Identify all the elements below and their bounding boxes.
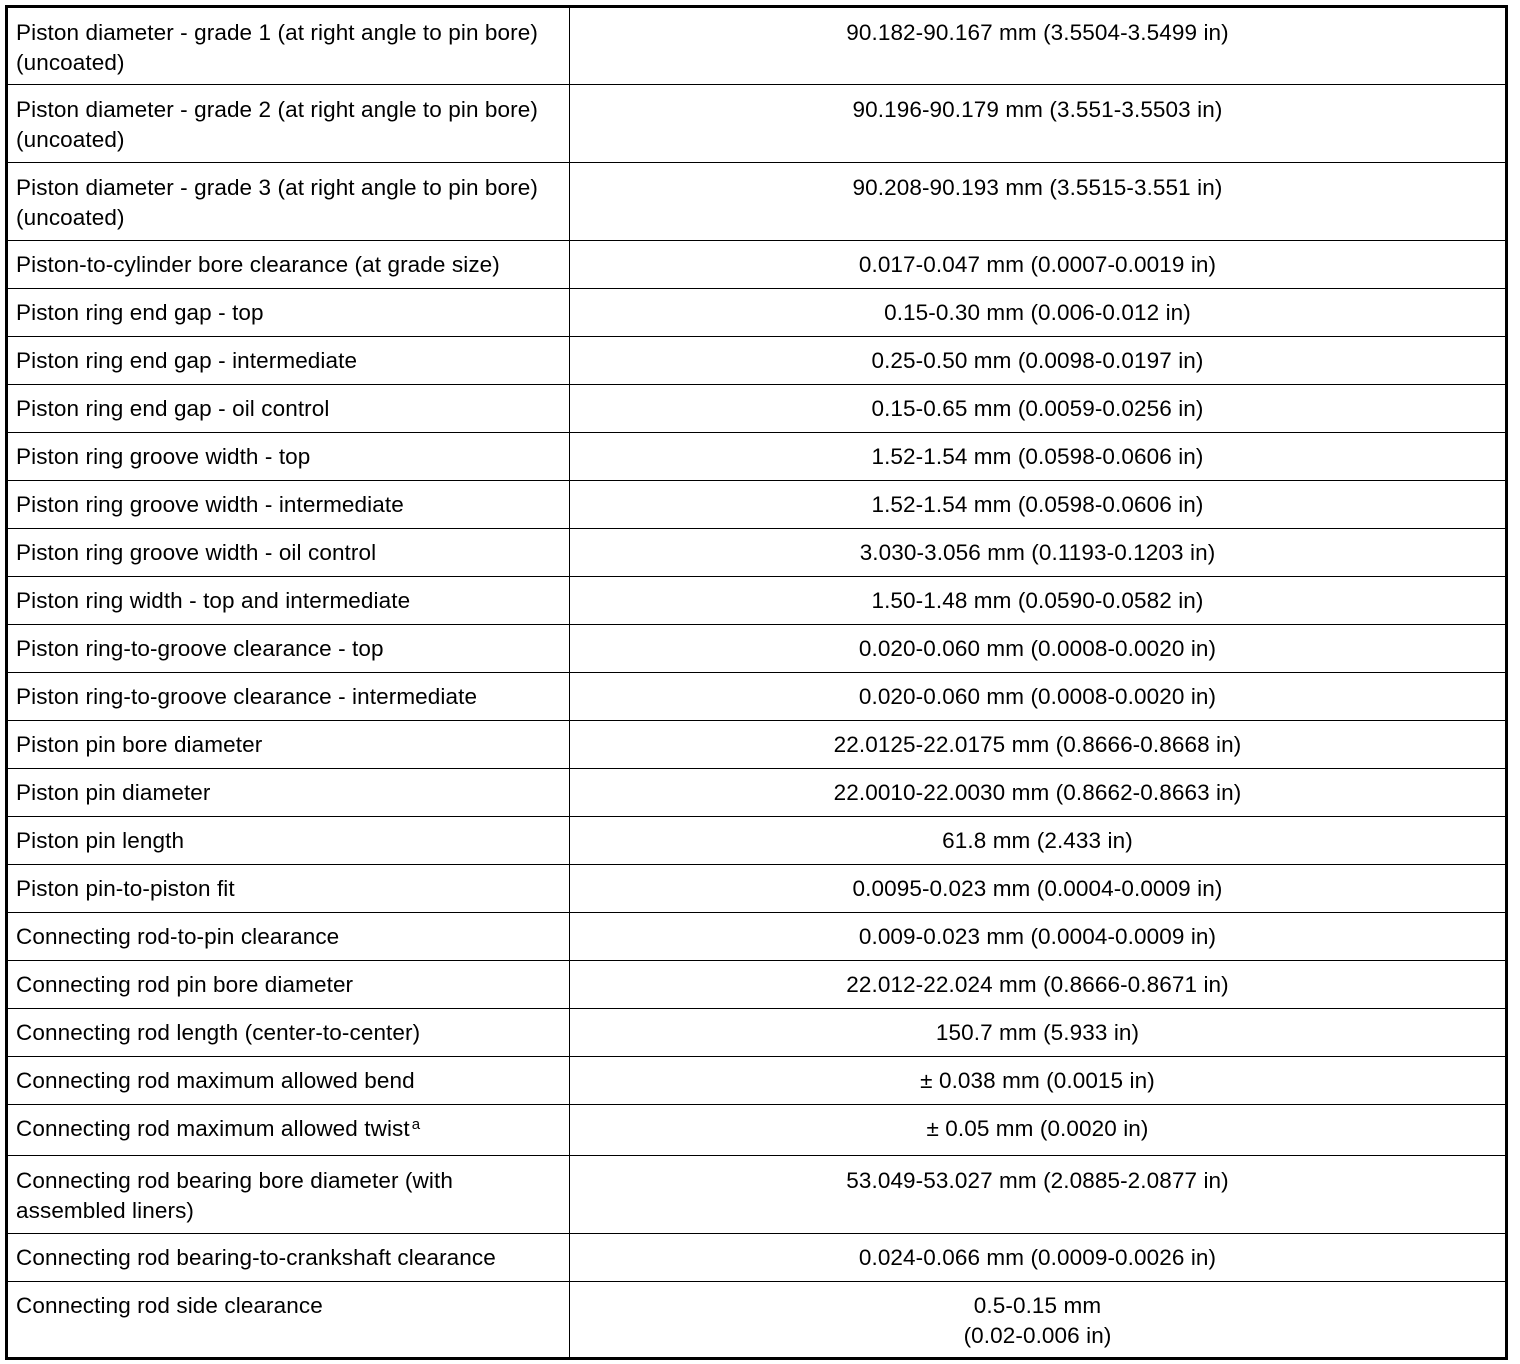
spec-value: 1.50-1.48 mm (0.0590-0.0582 in) [570,577,1507,625]
spec-label: Connecting rod maximum allowed bend [7,1057,570,1105]
spec-value: 150.7 mm (5.933 in) [570,1009,1507,1057]
table-row [7,577,1507,625]
table-row [7,721,1507,769]
table-row [7,865,1507,913]
table-row [7,385,1507,433]
spec-label: Connecting rod pin bore diameter [7,961,570,1009]
spec-label: Connecting rod-to-pin clearance [7,913,570,961]
spec-value: ± 0.038 mm (0.0015 in) [570,1057,1507,1105]
spec-value-line-2: (0.02-0.006 in) [963,1323,1112,1348]
table-row [7,913,1507,961]
table-row [7,1234,1507,1282]
spec-label: Piston ring groove width - top [7,433,570,481]
table-row [7,163,1507,241]
spec-label: Piston diameter - grade 1 (at right angle to pin bore) (uncoated) [7,7,570,85]
spec-value: ± 0.05 mm (0.0020 in) [570,1105,1507,1156]
spec-label: Piston pin-to-piston fit [7,865,570,913]
spec-label: Connecting rod side clearance [7,1282,570,1359]
spec-label: Piston ring end gap - oil control [7,385,570,433]
spec-value: 0.009-0.023 mm (0.0004-0.0009 in) [570,913,1507,961]
spec-label: Piston-to-cylinder bore clearance (at grade size) [7,241,570,289]
spec-label: Piston pin diameter [7,769,570,817]
spec-label: Piston ring-to-groove clearance - intermediate [7,673,570,721]
table-row [7,961,1507,1009]
table-row [7,1105,1507,1156]
footnote-marker: a [411,1116,421,1133]
spec-value: 90.196-90.179 mm (3.551-3.5503 in) [570,85,1507,163]
table-row [7,1156,1507,1234]
spec-value: 1.52-1.54 mm (0.0598-0.0606 in) [570,433,1507,481]
spec-value: 61.8 mm (2.433 in) [570,817,1507,865]
table-row [7,1282,1507,1359]
spec-value: 0.0095-0.023 mm (0.0004-0.0009 in) [570,865,1507,913]
spec-value: 0.25-0.50 mm (0.0098-0.0197 in) [570,337,1507,385]
table-row [7,7,1507,85]
spec-label: Connecting rod maximum allowed twist [16,1116,410,1141]
spec-label-cell [7,1105,570,1156]
specification-table [5,5,1508,1360]
spec-value-cell [570,1282,1507,1359]
table-row [7,529,1507,577]
spec-value: 90.182-90.167 mm (3.5504-3.5499 in) [570,7,1507,85]
table-row [7,433,1507,481]
spec-label: Connecting rod bearing bore diameter (with assembled liners) [7,1156,570,1234]
spec-value: 0.017-0.047 mm (0.0007-0.0019 in) [570,241,1507,289]
spec-label: Piston ring groove width - intermediate [7,481,570,529]
spec-label: Piston pin length [7,817,570,865]
table-row [7,769,1507,817]
table-row [7,1057,1507,1105]
table-row [7,673,1507,721]
spec-value: 22.0125-22.0175 mm (0.8666-0.8668 in) [570,721,1507,769]
spec-value: 1.52-1.54 mm (0.0598-0.0606 in) [570,481,1507,529]
spec-label: Piston diameter - grade 3 (at right angle to pin bore) (uncoated) [7,163,570,241]
table-row [7,85,1507,163]
table-row [7,337,1507,385]
spec-label: Piston ring width - top and intermediate [7,577,570,625]
spec-value: 22.0010-22.0030 mm (0.8662-0.8663 in) [570,769,1507,817]
table-row [7,625,1507,673]
table-row [7,289,1507,337]
spec-value: 0.024-0.066 mm (0.0009-0.0026 in) [570,1234,1507,1282]
spec-value: 90.208-90.193 mm (3.5515-3.551 in) [570,163,1507,241]
table-row [7,241,1507,289]
spec-label: Connecting rod bearing-to-crankshaft clearance [7,1234,570,1282]
spec-label: Piston ring-to-groove clearance - top [7,625,570,673]
spec-value: 3.030-3.056 mm (0.1193-0.1203 in) [570,529,1507,577]
spec-value: 0.15-0.65 mm (0.0059-0.0256 in) [570,385,1507,433]
table-row [7,481,1507,529]
spec-value: 0.020-0.060 mm (0.0008-0.0020 in) [570,673,1507,721]
spec-label: Piston pin bore diameter [7,721,570,769]
spec-label: Piston ring end gap - intermediate [7,337,570,385]
spec-value: 53.049-53.027 mm (2.0885-2.0877 in) [570,1156,1507,1234]
spec-label: Piston ring groove width - oil control [7,529,570,577]
spec-label: Piston ring end gap - top [7,289,570,337]
spec-value: 0.15-0.30 mm (0.006-0.012 in) [570,289,1507,337]
spec-value: 22.012-22.024 mm (0.8666-0.8671 in) [570,961,1507,1009]
table-row [7,1009,1507,1057]
spec-value-line-1: 0.5-0.15 mm [973,1293,1102,1318]
spec-value: 0.020-0.060 mm (0.0008-0.0020 in) [570,625,1507,673]
spec-label: Connecting rod length (center-to-center) [7,1009,570,1057]
spec-label: Piston diameter - grade 2 (at right angle to pin bore) (uncoated) [7,85,570,163]
table-row [7,817,1507,865]
